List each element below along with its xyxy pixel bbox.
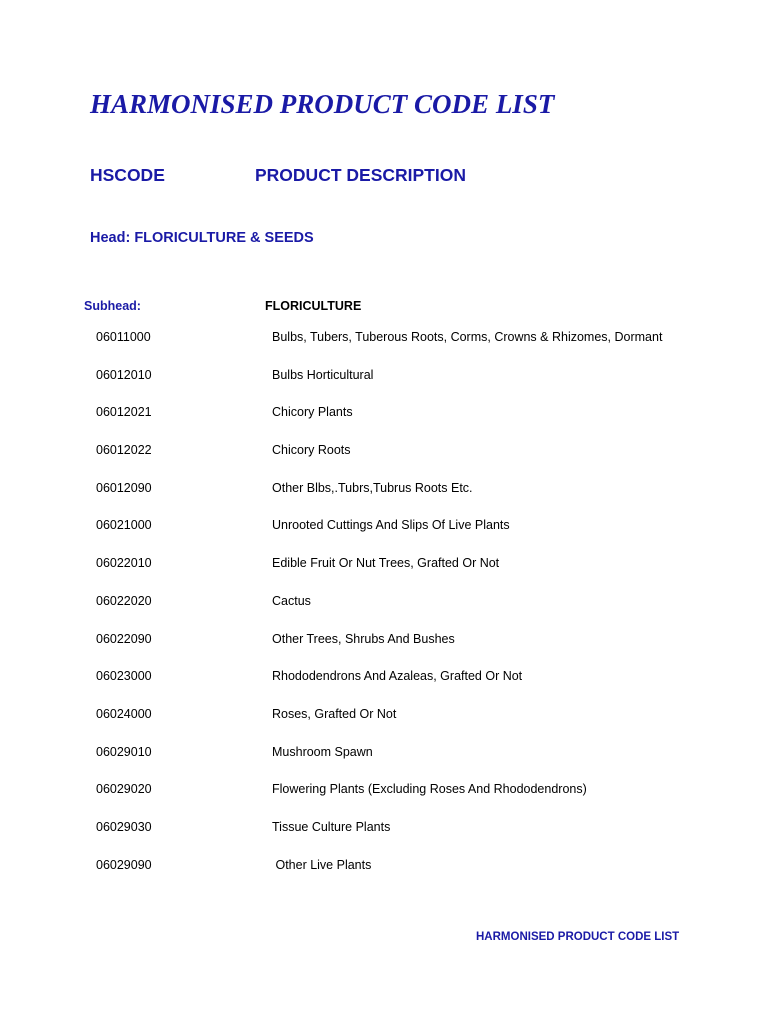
list-item bbox=[0, 441, 768, 479]
column-header-hscode: HSCODE bbox=[90, 165, 165, 185]
list-item bbox=[0, 592, 768, 630]
hscode-value: 06029030 bbox=[96, 819, 152, 834]
product-description: Tissue Culture Plants bbox=[272, 819, 391, 834]
hscode-value: 06012022 bbox=[96, 443, 152, 458]
list-item bbox=[0, 554, 768, 592]
hscode-value: 06012021 bbox=[96, 405, 152, 420]
product-code-list bbox=[0, 328, 768, 893]
list-item bbox=[0, 667, 768, 705]
product-description: Rhododendrons And Azaleas, Grafted Or Not bbox=[272, 669, 523, 684]
list-item bbox=[0, 818, 768, 856]
product-description: Other Live Plants bbox=[272, 857, 372, 872]
list-item bbox=[0, 366, 768, 404]
list-item bbox=[0, 479, 768, 517]
hscode-value: 06012090 bbox=[96, 480, 152, 495]
hscode-value: 06024000 bbox=[96, 706, 152, 721]
section-head: Head: FLORICULTURE & SEEDS bbox=[90, 230, 314, 246]
product-description: Cactus bbox=[272, 593, 311, 608]
product-description: Flowering Plants (Excluding Roses And Rhododendrons) bbox=[272, 782, 587, 797]
hscode-value: 06022090 bbox=[96, 631, 152, 646]
document-title: HARMONISED PRODUCT CODE LIST bbox=[90, 89, 555, 119]
hscode-value: 06011000 bbox=[96, 330, 151, 344]
hscode-value: 06021000 bbox=[96, 518, 152, 533]
hscode-value: 06029090 bbox=[96, 857, 152, 872]
list-item bbox=[0, 705, 768, 743]
subhead-value: FLORICULTURE bbox=[265, 299, 362, 313]
list-item bbox=[0, 403, 768, 441]
hscode-value: 06022010 bbox=[96, 556, 152, 571]
product-description: Bulbs, Tubers, Tuberous Roots, Corms, Crowns & Rhizomes, Dormant bbox=[272, 330, 663, 344]
page-footer: HARMONISED PRODUCT CODE LIST bbox=[476, 931, 680, 943]
product-description: Chicory Plants bbox=[272, 405, 353, 420]
hscode-value: 06029010 bbox=[96, 744, 152, 759]
list-item bbox=[0, 780, 768, 818]
list-item bbox=[0, 630, 768, 668]
product-description: Other Blbs,.Tubrs,Tubrus Roots Etc. bbox=[272, 480, 473, 495]
product-description: Bulbs Horticultural bbox=[272, 367, 374, 382]
hscode-value: 06012010 bbox=[96, 367, 152, 382]
product-description: Chicory Roots bbox=[272, 443, 351, 458]
product-description: Edible Fruit Or Nut Trees, Grafted Or Not bbox=[272, 556, 500, 571]
column-header-product-description: PRODUCT DESCRIPTION bbox=[255, 165, 466, 185]
list-item bbox=[0, 328, 768, 366]
hscode-value: 06023000 bbox=[96, 669, 152, 684]
list-item bbox=[0, 516, 768, 554]
list-item bbox=[0, 743, 768, 781]
product-description: Mushroom Spawn bbox=[272, 744, 373, 759]
product-description: Other Trees, Shrubs And Bushes bbox=[272, 631, 455, 646]
product-description: Roses, Grafted Or Not bbox=[272, 706, 397, 721]
subhead-label: Subhead: bbox=[84, 299, 141, 313]
hscode-value: 06029020 bbox=[96, 782, 152, 797]
product-description: Unrooted Cuttings And Slips Of Live Plants bbox=[272, 518, 510, 533]
list-item bbox=[0, 856, 768, 894]
hscode-value: 06022020 bbox=[96, 593, 152, 608]
